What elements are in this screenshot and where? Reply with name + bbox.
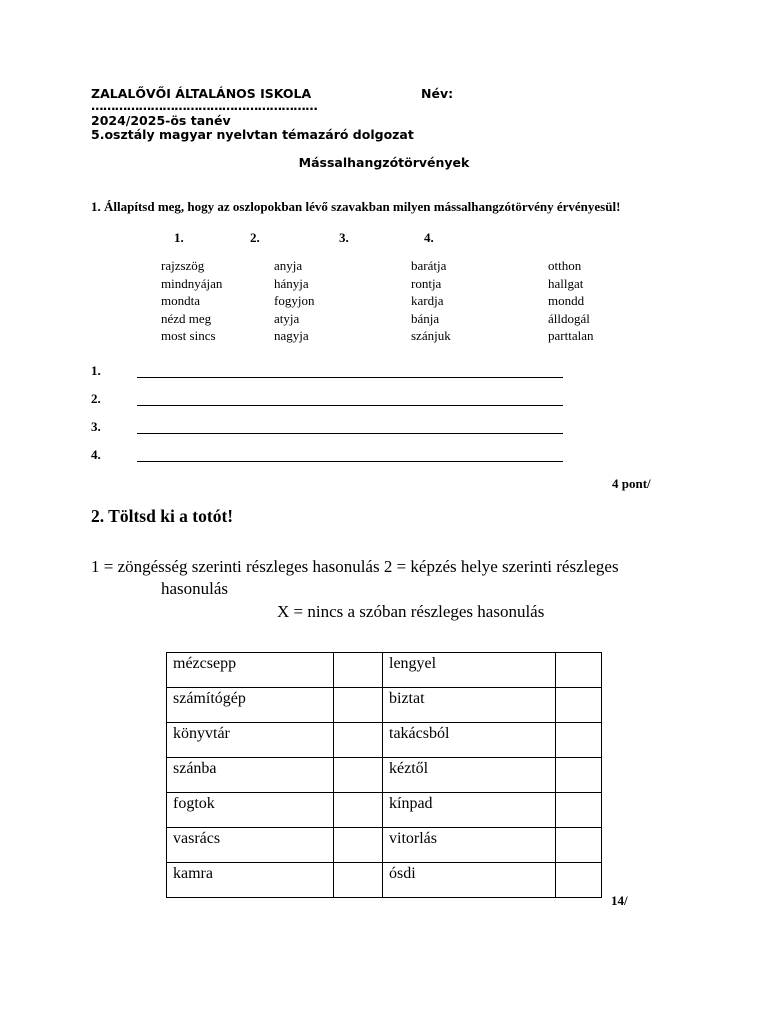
name-dots: ………………………………………………… (91, 98, 318, 113)
word: atyja (274, 310, 300, 326)
answer-cell[interactable] (556, 758, 602, 793)
table-row (167, 688, 602, 723)
word: mindnyájan (161, 275, 223, 291)
page-subtitle: Mássalhangzótörvények (298, 155, 470, 170)
word: bánja (411, 310, 440, 326)
test-title: 5.osztály magyar nyelvtan témazáró dolgozat (91, 127, 414, 142)
answer-rule[interactable] (137, 461, 563, 462)
word-cell: kéztől (383, 758, 556, 793)
word: barátja (411, 258, 447, 273)
answer-cell[interactable] (334, 653, 383, 688)
answer-cell[interactable] (556, 828, 602, 863)
answer-cell[interactable] (334, 828, 383, 863)
word-column-2 (274, 257, 314, 345)
column-header-2: 2. (250, 230, 260, 245)
word: otthon (548, 258, 582, 273)
table-row (167, 758, 602, 793)
answer-line-2[interactable] (91, 391, 571, 411)
legend-line-3: X = nincs a szóban részleges hasonulás (277, 602, 545, 621)
school-name: ZALALŐVŐI ÁLTALÁNOS ISKOLA (91, 86, 312, 101)
answer-cell[interactable] (334, 688, 383, 723)
answer-cell[interactable] (334, 723, 383, 758)
answer-cell[interactable] (556, 863, 602, 898)
answer-cell[interactable] (334, 863, 383, 898)
answer-line-1[interactable] (91, 363, 571, 383)
word: rajzszög (161, 258, 205, 273)
school-year: 2024/2025-ös tanév (91, 113, 231, 128)
answer-line-4[interactable] (91, 447, 571, 467)
answer-cell[interactable] (334, 793, 383, 828)
answer-cell[interactable] (556, 793, 602, 828)
word: anyja (274, 258, 303, 273)
word: kardja (411, 293, 444, 309)
legend-line-1: 1 = zöngésség szerinti részleges hasonulás 2 = képzés helye szerinti részleges (91, 557, 619, 576)
word-cell: vasrács (167, 828, 334, 863)
table-row (167, 828, 602, 863)
word: hallgat (548, 275, 584, 291)
table-row (167, 793, 602, 828)
word-cell: takácsból (383, 723, 556, 758)
word-cell: biztat (383, 688, 556, 723)
word: parttalan (548, 328, 594, 344)
word: szánjuk (411, 328, 451, 344)
column-header-4: 4. (424, 230, 434, 245)
answer-label: 4. (91, 447, 101, 462)
word-column-4 (548, 257, 593, 345)
word-cell: szánba (167, 758, 334, 793)
task1-instruction: 1. Állapítsd meg, hogy az oszlopokban lévő szavakban milyen mássalhangzótörvény érvényesül! (91, 199, 621, 214)
answer-cell[interactable] (556, 653, 602, 688)
word: hányja (274, 275, 309, 291)
answer-cell[interactable] (556, 723, 602, 758)
answer-label: 2. (91, 391, 101, 406)
word: mondd (548, 293, 585, 309)
word: most sincs (161, 328, 216, 344)
word-cell: számítógép (167, 688, 334, 723)
answer-rule[interactable] (137, 377, 563, 378)
word: nézd meg (161, 310, 212, 326)
word-cell: fogtok (167, 793, 334, 828)
word: rontja (411, 275, 442, 291)
word-cell: lengyel (383, 653, 556, 688)
answer-label: 1. (91, 363, 101, 378)
word: álldogál (548, 310, 590, 326)
table-row (167, 653, 602, 688)
toto-table (166, 652, 602, 898)
answer-line-3[interactable] (91, 419, 571, 439)
column-header-3: 3. (339, 230, 349, 245)
table-row (167, 723, 602, 758)
answer-rule[interactable] (137, 433, 563, 434)
column-header-1: 1. (174, 230, 184, 245)
task2-title: 2. Töltsd ki a totót! (91, 506, 234, 526)
table-row (167, 863, 602, 898)
word-cell: mézcsepp (167, 653, 334, 688)
answer-cell[interactable] (556, 688, 602, 723)
word: mondta (161, 293, 200, 309)
legend-line-2: hasonulás (161, 579, 229, 598)
word-column-3 (411, 257, 451, 345)
word-column-1 (161, 257, 222, 345)
word-cell: kínpad (383, 793, 556, 828)
word-cell: ósdi (383, 863, 556, 898)
answer-label: 3. (91, 419, 101, 434)
answer-cell[interactable] (334, 758, 383, 793)
task2-points: 14/ (611, 893, 628, 908)
task1-points: 4 pont/ (612, 476, 651, 491)
answer-rule[interactable] (137, 405, 563, 406)
word-cell: vitorlás (383, 828, 556, 863)
name-label: Név: (421, 86, 454, 101)
word: fogyjon (274, 293, 315, 309)
word-cell: könyvtár (167, 723, 334, 758)
word: nagyja (274, 328, 309, 344)
word-cell: kamra (167, 863, 334, 898)
